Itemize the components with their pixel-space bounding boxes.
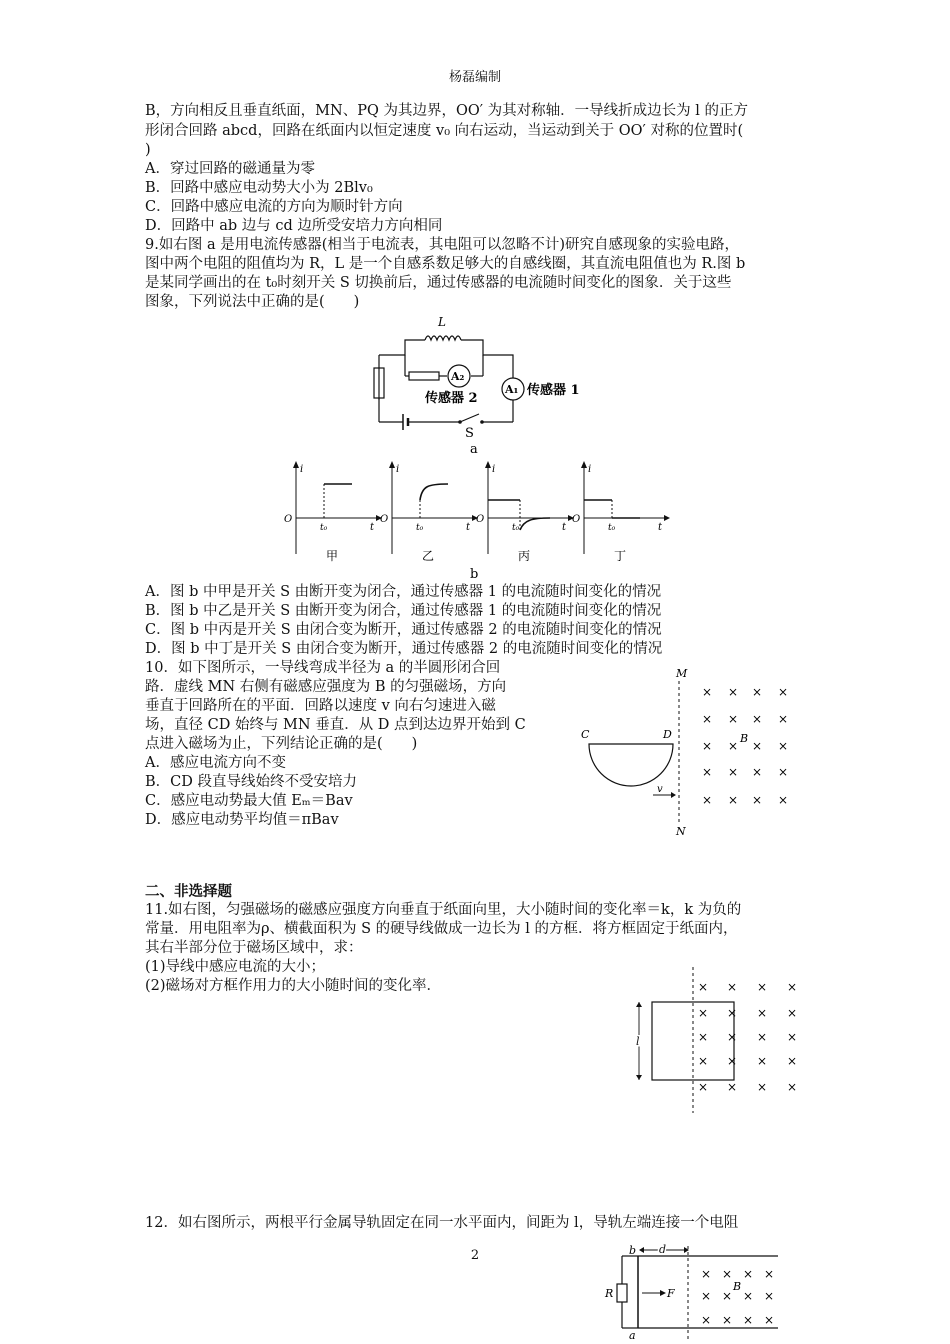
graph-t0-label: t₀: [608, 523, 616, 533]
field-cross: ×: [777, 793, 789, 807]
field-cross: ×: [777, 712, 789, 726]
section-heading: 二、非选择题: [145, 883, 232, 900]
field-cross: ×: [726, 1006, 738, 1020]
figure-a-caption: a: [470, 442, 478, 457]
q9-option-c: C．图 b 中丙是开关 S 由闭合变为断开，通过传感器 2 的电流随时间变化的情况: [145, 622, 662, 638]
ammeter1-label: A₁: [505, 383, 519, 396]
circuit-figure-a: [365, 310, 595, 460]
q10-line-5: 点进入磁场为止，下列结论正确的是( ): [145, 736, 418, 752]
q10-line-4: 场，直径 CD 始终与 MN 垂直．从 D 点到达边界开始到 C: [145, 717, 526, 733]
label-l: l: [636, 1035, 640, 1048]
q11-line-4: (1)导线中感应电流的大小；: [145, 959, 326, 975]
graph-i-label: i: [396, 464, 400, 475]
graph-origin-label: O: [380, 514, 389, 525]
q8-option-b: B．回路中感应电动势大小为 2Blv₀: [145, 180, 373, 196]
field-cross: ×: [786, 1006, 798, 1020]
q11-line-5: (2)磁场对方框作用力的大小随时间的变化率．: [145, 978, 442, 994]
field-cross: ×: [700, 1267, 712, 1281]
field-cross: ×: [701, 765, 713, 779]
semicircle-figure: [575, 665, 805, 840]
q11-line-3: 其右半部分位于磁场区域中，求：: [145, 940, 363, 956]
graph-t-label: t: [562, 522, 567, 533]
q8-line-1: B，方向相反且垂直纸面，MN、PQ 为其边界，OO′ 为其对称轴．一导线折成边长为 l 的正方: [145, 103, 748, 119]
q11-line-1: 11.如右图，匀强磁场的磁感应强度方向垂直于纸面向里，大小随时间的变化率＝k，k 为负的: [145, 902, 742, 918]
q10-option-a: A．感应电流方向不变: [145, 755, 286, 771]
field-cross: ×: [742, 1289, 754, 1303]
field-cross: ×: [726, 1080, 738, 1094]
field-cross: ×: [751, 712, 763, 726]
label-b: B: [740, 732, 749, 745]
field-cross: ×: [727, 712, 739, 726]
q12-line-1: 12．如右图所示，两根平行金属导轨固定在同一水平面内，间距为 l，导轨左端连接一个电阻: [145, 1215, 739, 1231]
field-cross: ×: [756, 980, 768, 994]
page-header: 杨磊编制: [448, 70, 501, 85]
page-number: 2: [470, 1248, 480, 1263]
field-cross: ×: [700, 1289, 712, 1303]
field-cross: ×: [700, 1313, 712, 1327]
field-cross: ×: [751, 793, 763, 807]
label-field-b: B: [733, 1280, 742, 1293]
q9-line-3: 是某同学画出的在 t₀时刻开关 S 切换前后，通过传感器的电流随时间变化的图象．关于这些: [145, 275, 732, 291]
field-cross: ×: [697, 1030, 709, 1044]
square-frame-figure: [625, 965, 815, 1115]
field-cross: ×: [763, 1313, 775, 1327]
label-f: F: [667, 1287, 675, 1300]
label-r: R: [605, 1287, 614, 1300]
switch-label: S: [465, 426, 474, 441]
field-cross: ×: [763, 1267, 775, 1281]
field-cross: ×: [763, 1289, 775, 1303]
field-cross: ×: [726, 1030, 738, 1044]
q8-option-d: D．回路中 ab 边与 cd 边所受安培力方向相同: [145, 218, 443, 234]
graph-y-arrow: [485, 461, 491, 468]
field-cross: ×: [751, 739, 763, 753]
graph-t0-label: t₀: [512, 523, 520, 533]
field-cross: ×: [777, 685, 789, 699]
graph-caption: 乙: [422, 549, 435, 563]
inductor-label: L: [438, 315, 446, 329]
graph-origin-label: O: [284, 514, 293, 525]
field-cross: ×: [777, 765, 789, 779]
current-time-graphs: [280, 458, 670, 583]
field-cross: ×: [786, 980, 798, 994]
field-cross: ×: [742, 1267, 754, 1281]
field-cross: ×: [726, 1054, 738, 1068]
label-v: v: [657, 784, 663, 795]
figure-b-caption: b: [470, 567, 479, 582]
field-cross: ×: [751, 765, 763, 779]
field-cross: ×: [756, 1080, 768, 1094]
graph-caption: 丙: [518, 549, 531, 563]
field-cross: ×: [721, 1267, 733, 1281]
label-b: b: [629, 1244, 637, 1257]
sensor1-label: 传感器 1: [527, 383, 580, 398]
field-cross: ×: [697, 1054, 709, 1068]
label-n: N: [676, 825, 686, 838]
field-cross: ×: [786, 1054, 798, 1068]
field-cross: ×: [756, 1006, 768, 1020]
field-cross: ×: [726, 980, 738, 994]
field-cross: ×: [756, 1054, 768, 1068]
graph-t0-label: t₀: [416, 523, 424, 533]
graph-t0-label: t₀: [320, 523, 328, 533]
circuit-diagram: [365, 310, 595, 460]
field-cross: ×: [701, 739, 713, 753]
q10-line-2: 路．虚线 MN 右侧有磁感应强度为 B 的匀强磁场，方向: [145, 679, 507, 695]
graph-t-label: t: [370, 522, 375, 533]
semicircle-loop: [589, 744, 673, 786]
graph-i-label: i: [492, 464, 496, 475]
graphs-figure-b: [280, 458, 670, 583]
q9-line-2: 图中两个电阻的阻值均为 R，L 是一个自感系数足够大的自感线圈，其直流电阻值也为 R.图 b: [145, 256, 746, 272]
field-cross: ×: [721, 1289, 733, 1303]
graph-caption: 丁: [614, 549, 627, 563]
field-cross: ×: [727, 739, 739, 753]
q9-option-d: D．图 b 中丁是开关 S 由闭合变为断开，通过传感器 2 的电流随时间变化的情况: [145, 641, 663, 657]
ammeter2-label: A₂: [451, 370, 465, 383]
q10-option-b: B．CD 段直导线始终不受安培力: [145, 774, 357, 790]
graph-x-arrow: [664, 515, 670, 521]
field-cross: ×: [727, 793, 739, 807]
graph-y-arrow: [389, 461, 395, 468]
graph-i-label: i: [588, 464, 592, 475]
field-cross: ×: [701, 712, 713, 726]
q10-option-d: D．感应电动势平均值＝πBav: [145, 812, 339, 828]
q10-line-3: 垂直于回路所在的平面．回路以速度 v 向右匀速进入磁: [145, 698, 496, 714]
graph-y-arrow: [581, 461, 587, 468]
field-cross: ×: [786, 1080, 798, 1094]
graph-origin-label: O: [572, 514, 581, 525]
q8-option-c: C．回路中感应电流的方向为顺时针方向: [145, 199, 403, 215]
q11-line-2: 常量．用电阻率为ρ、横截面积为 S 的硬导线做成一边长为 l 的方框．将方框固定于纸面内，: [145, 921, 738, 937]
current-curve: [420, 484, 448, 500]
field-cross: ×: [751, 685, 763, 699]
field-cross: ×: [727, 765, 739, 779]
q8-line-2: 形闭合回路 abcd，回路在纸面内以恒定速度 v₀ 向右运动，当运动到关于 OO′ 对称的位置时(: [145, 123, 744, 139]
sensor2-label: 传感器 2: [425, 391, 478, 406]
label-c: C: [581, 728, 590, 741]
current-curve: [520, 518, 550, 530]
field-cross: ×: [697, 1006, 709, 1020]
graph-t-label: t: [658, 522, 663, 533]
q10-line-1: 10．如下图所示，一导线弯成半径为 a 的半圆形闭合回: [145, 660, 501, 676]
field-cross: ×: [701, 685, 713, 699]
semicircle-field-diagram: [575, 665, 805, 840]
field-cross: ×: [742, 1313, 754, 1327]
field-cross: ×: [697, 980, 709, 994]
graph-i-label: i: [300, 464, 304, 475]
graph-y-arrow: [293, 461, 299, 468]
field-cross: ×: [697, 1080, 709, 1094]
q8-line-3: ): [145, 142, 151, 158]
label-a: a: [629, 1329, 636, 1340]
field-cross: ×: [701, 793, 713, 807]
graph-t-label: t: [466, 522, 471, 533]
graph-origin-label: O: [476, 514, 485, 525]
q9-option-a: A．图 b 中甲是开关 S 由断开变为闭合，通过传感器 1 的电流随时间变化的情况: [145, 584, 662, 600]
q9-line-1: 9.如右图 a 是用电流传感器(相当于电流表，其电阻可以忽略不计)研究自感现象的实验电路，: [145, 237, 740, 253]
label-d: D: [663, 728, 672, 741]
q10-option-c: C．感应电动势最大值 Eₘ＝Bav: [145, 793, 353, 809]
resistor: [617, 1284, 627, 1302]
field-cross: ×: [786, 1030, 798, 1044]
field-cross: ×: [777, 739, 789, 753]
graph-caption: 甲: [326, 549, 339, 563]
field-cross: ×: [727, 685, 739, 699]
label-d: d: [659, 1244, 667, 1256]
square-frame-diagram: [625, 965, 815, 1115]
field-cross: ×: [756, 1030, 768, 1044]
label-m: M: [676, 667, 688, 680]
q8-option-a: A．穿过回路的磁通量为零: [145, 161, 315, 177]
q9-option-b: B．图 b 中乙是开关 S 由断开变为闭合，通过传感器 1 的电流随时间变化的情况: [145, 603, 662, 619]
q9-line-4: 图象，下列说法中正确的是( ): [145, 294, 360, 310]
field-cross: ×: [721, 1313, 733, 1327]
